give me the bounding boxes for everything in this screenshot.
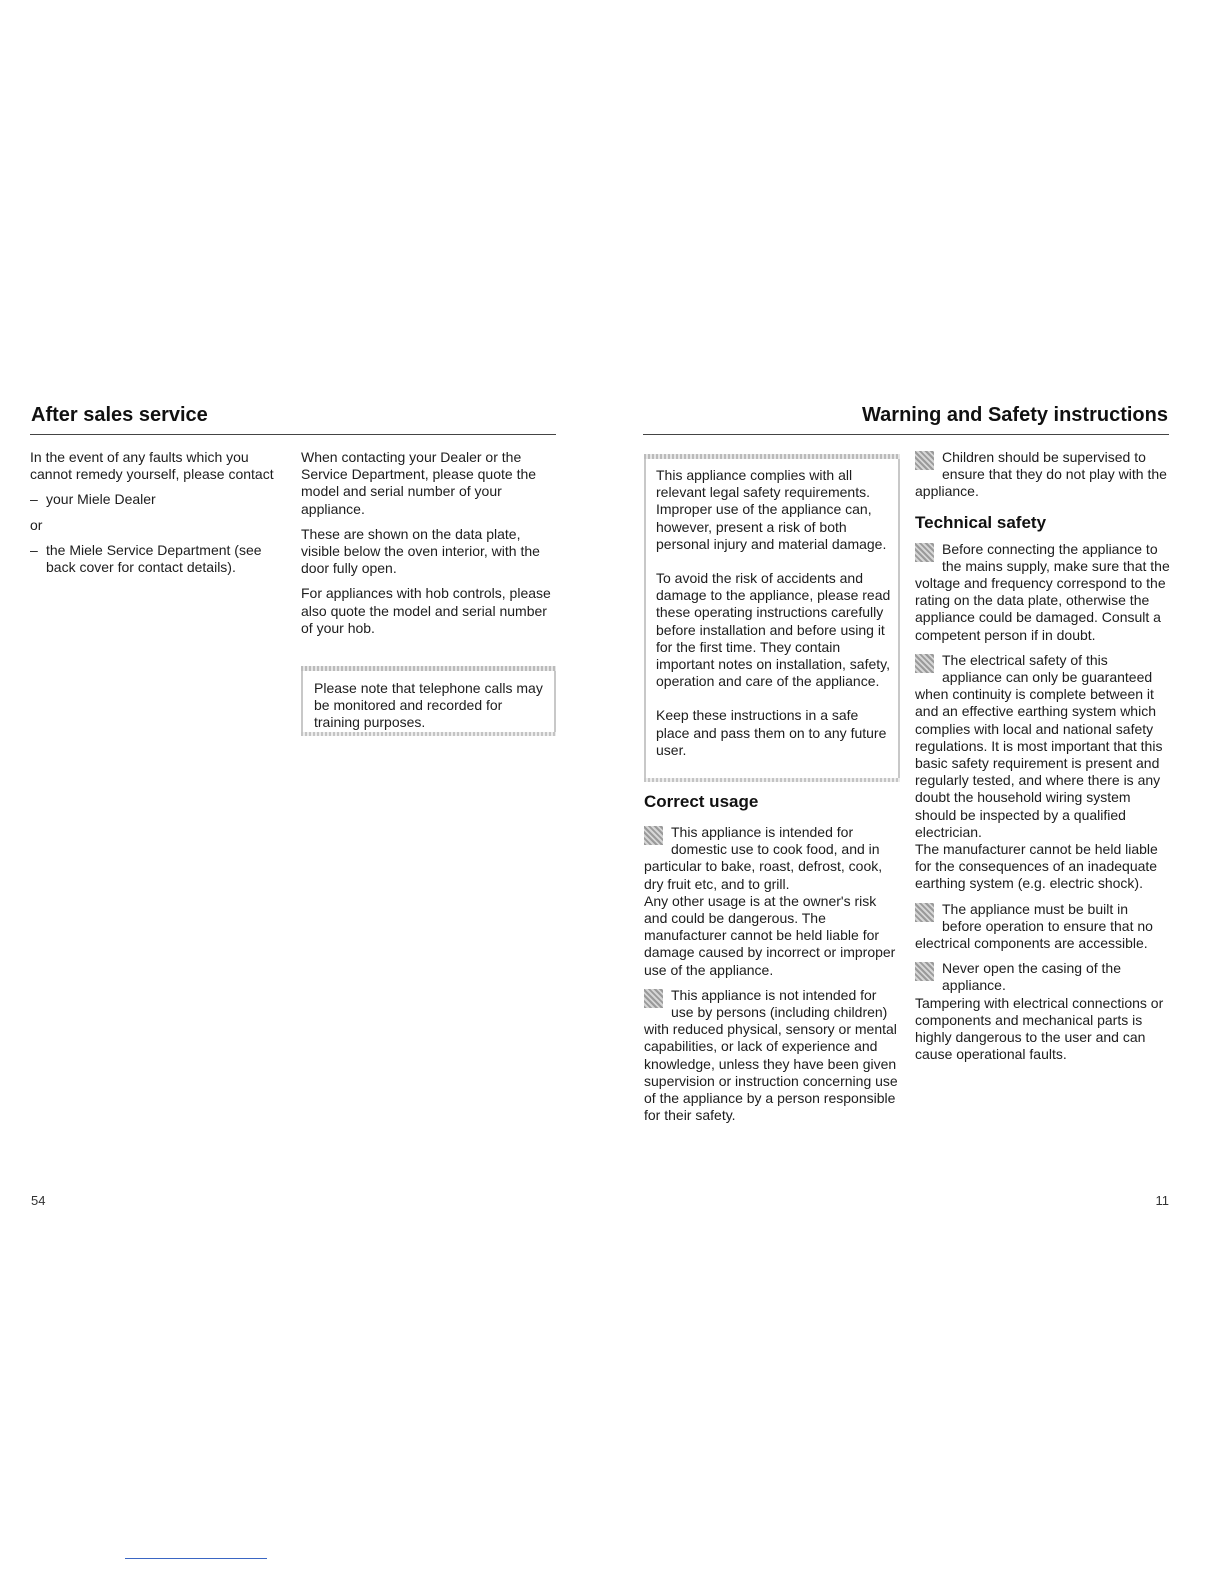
or-text: or (30, 516, 43, 533)
data-plate-paragraph: These are shown on the data plate, visible below the oven interior, with the door fully open. (301, 525, 540, 577)
hatched-square-icon (915, 451, 934, 470)
technical-safety-item (915, 541, 1170, 644)
list-item-dealer: your Miele Dealer (46, 491, 156, 508)
left-page-title: After sales service (31, 404, 208, 426)
right-page-number: 11 (1155, 1193, 1169, 1208)
hatched-square-icon (915, 543, 934, 562)
read-instructions-paragraph: To avoid the risk of accidents and damage to the appliance, please read these operating instructions carefully before installation and before using it for the first time. They contain important notes on installation, safety, operation and care of the appliance. (656, 570, 891, 690)
list-item: – your Miele Dealer (30, 491, 156, 508)
after-sales-intro: In the event of any faults which you cannot remedy yourself, please contact (30, 449, 274, 483)
hatched-square-icon (644, 989, 663, 1008)
safety-notice-box (644, 454, 900, 782)
children-item (915, 449, 1170, 501)
compliance-paragraph: This appliance complies with all relevant legal safety requirements. Improper use of the appliance can, however, present a risk of both personal injury and material damage. (656, 467, 887, 552)
keep-instructions-paragraph: Keep these instructions in a safe place and pass them on to any future user. (656, 707, 887, 758)
hatched-square-icon (644, 826, 663, 845)
hob-paragraph: For appliances with hob controls, please also quote the model and serial number of your hob. (301, 585, 551, 636)
hatched-square-icon (915, 903, 934, 922)
correct-usage-heading: Correct usage (644, 792, 759, 811)
list-item-service-dept: the Miele Service Department (see back cover for contact details). (46, 541, 262, 576)
other-usage-text: Any other usage is at the owner's risk and could be dangerous. The manufacturer cannot be held liable for damage caused by incorrect or improper use of the appliance. (644, 892, 896, 978)
casing-text: Never open the casing of the appliance. (942, 960, 1122, 994)
built-in-text: The appliance must be built in before operation to ensure that no electrical components are accessible. (915, 900, 1153, 952)
technical-safety-item (915, 901, 1170, 953)
right-title-rule (643, 434, 1169, 435)
correct-usage-item (644, 824, 902, 979)
bottom-edge-line (125, 1558, 267, 1559)
right-page-title: Warning and Safety instructions (862, 404, 1168, 426)
technical-safety-item (915, 652, 1170, 893)
list-item: – the Miele Service Department (see back cover for contact details). (30, 541, 262, 576)
children-text: Children should be supervised to ensure that they do not play with the appliance. (915, 449, 1167, 500)
telephone-note: Please note that telephone calls may be monitored and recorded for training purposes. (314, 680, 543, 731)
telephone-note-box (301, 666, 556, 736)
left-title-rule (30, 434, 556, 435)
right-column-2 (915, 449, 1170, 1072)
intended-use-text: This appliance is intended for domestic use to cook food, and in particular to bake, roast, defrost, cook, dry fruit etc, and to grill. (644, 824, 883, 892)
tampering-text: Tampering with electrical connections or components and mechanical parts is highly dangerous to the user and can cause operational faults. (915, 994, 1164, 1063)
correct-usage-section (644, 792, 902, 1132)
hatched-square-icon (915, 654, 934, 673)
earthing-liability-text: The manufacturer cannot be held liable for the consequences of an inadequate earthing system (e.g. electric shock). (915, 841, 1158, 892)
left-column-1 (30, 449, 288, 576)
hatched-square-icon (915, 962, 934, 981)
correct-usage-item (644, 987, 902, 1125)
electrical-safety-text: The electrical safety of this appliance can only be guaranteed when continuity is complete between it and an effective earthing system which complies with local and national safety regulations. It is most important that this basic safety requirement is present and regularly tested, and where there is any doubt the household wiring system should be inspected by a qualified electrician. (915, 651, 1163, 840)
left-page-number: 54 (31, 1193, 46, 1208)
technical-safety-item (915, 960, 1170, 1063)
left-column-2 (301, 449, 555, 645)
contact-paragraph: When contacting your Dealer or the Service Department, please quote the model and serial number of your appliance. (301, 449, 537, 517)
technical-safety-heading: Technical safety (915, 512, 1047, 532)
mains-supply-text: Before connecting the appliance to the mains supply, make sure that the voltage and frequency correspond to the rating on the data plate, otherwise the appliance could be damaged. Consult a competent person if in doubt. (915, 540, 1170, 643)
persons-use-text: This appliance is not intended for use by persons (including children) with reduced physical, sensory or mental capabilities, or lack of experience and knowledge, unless they have been given supervision or instruction concerning use of the appliance by a person responsible for their safety. (644, 986, 898, 1124)
